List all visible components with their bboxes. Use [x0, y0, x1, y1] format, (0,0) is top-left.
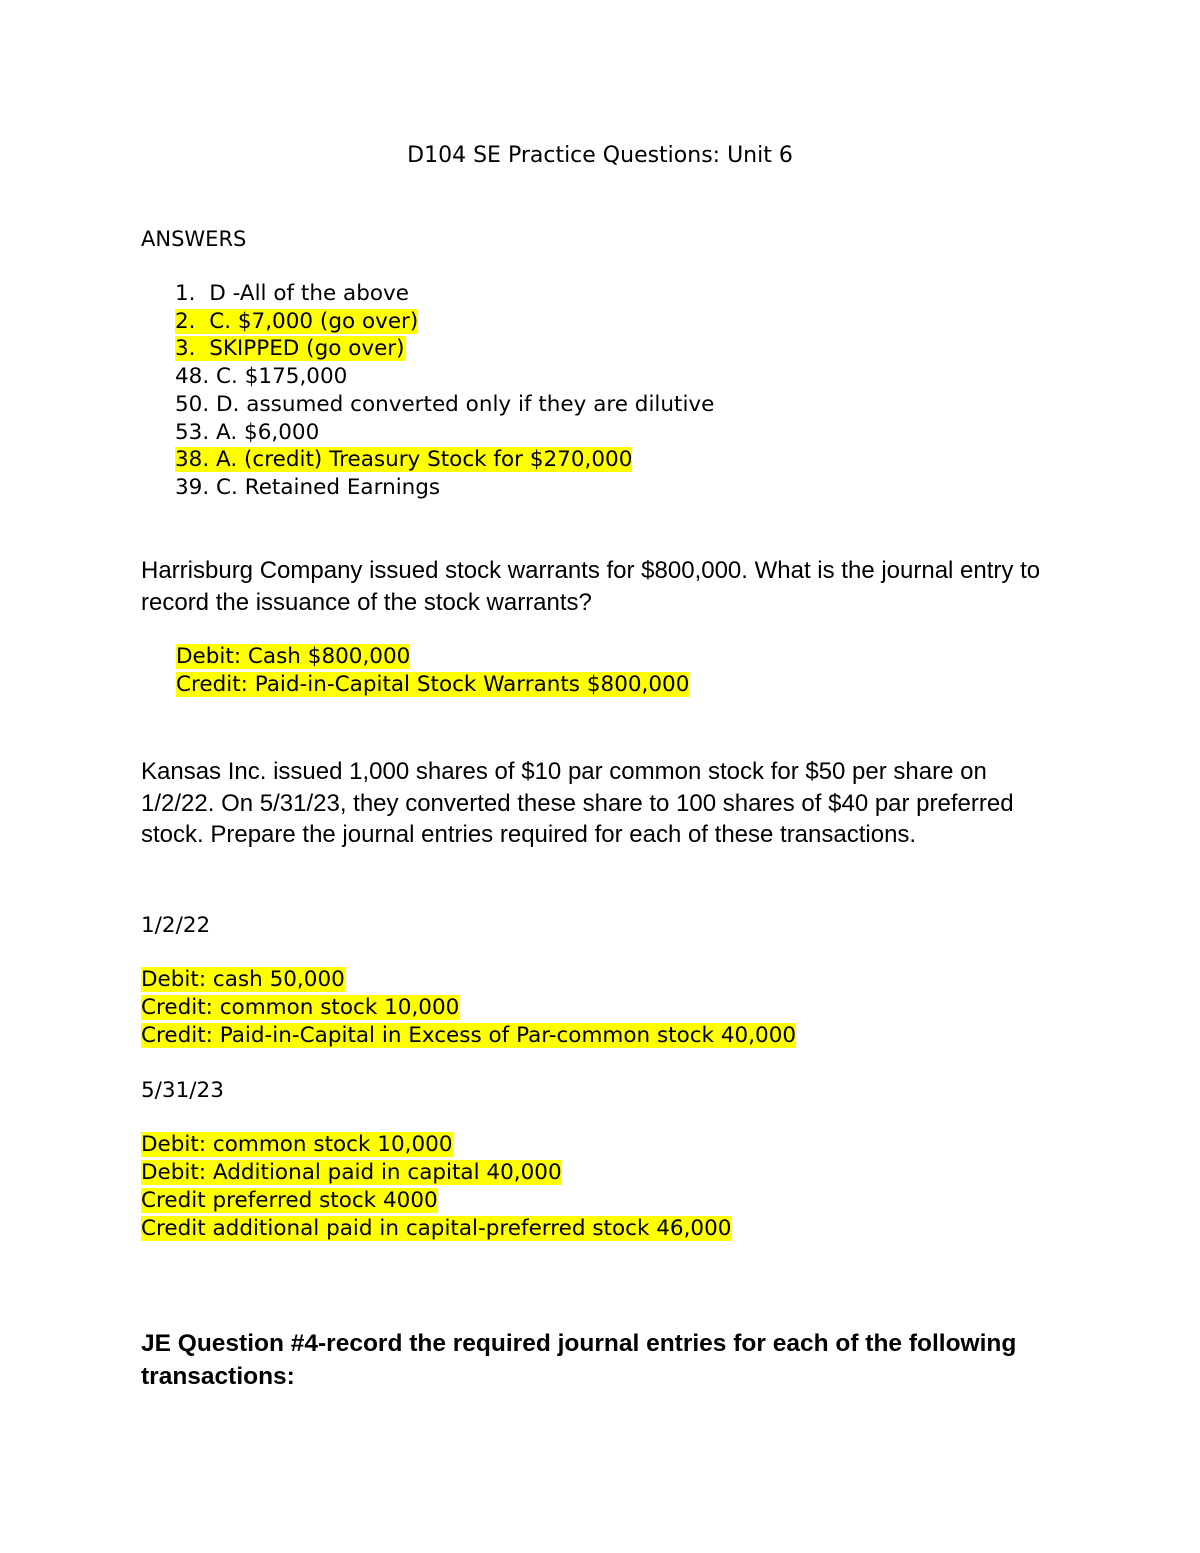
answer-item [175, 419, 714, 447]
answer-text: A. (credit) Treasury Stock for $270,000 [216, 447, 633, 473]
harrisburg-question: Harrisburg Company issued stock warrants for $800,000. What is the journal entry to record the issuance of the stock warrants? [141, 557, 1041, 616]
answer-number: 1. [175, 281, 196, 306]
answer-number: 3. [175, 336, 196, 362]
entry-line: Credit: common stock 10,000 [141, 995, 460, 1020]
answer-text: D. assumed converted only if they are dilutive [216, 391, 715, 417]
kansas-journal-entry-1 [141, 966, 796, 1050]
answer-number: 38. [175, 447, 210, 473]
answer-text: C. $175,000 [216, 364, 348, 390]
kansas-question: Kansas Inc. issued 1,000 shares of $10 par common stock for $50 per share on 1/2/22. On 5/31/23, they converted these share to 100 shares of $40 par preferred stock. Prepare the journal entries required for each of these transactions. [141, 758, 1014, 848]
answer-item [175, 308, 714, 336]
answer-item [175, 474, 714, 502]
entry-line: Debit: common stock 10,000 [141, 1132, 453, 1157]
answer-number: 53. [175, 419, 210, 445]
answer-item [175, 363, 714, 391]
answer-text: SKIPPED (go over) [209, 336, 405, 362]
answer-text: A. $6,000 [216, 419, 320, 445]
entry-line: Credit preferred stock 4000 [141, 1188, 438, 1213]
answer-text: C. Retained Earnings [216, 474, 441, 500]
entry-line: Debit: Cash $800,000 [176, 644, 411, 669]
answer-number: 39. [175, 474, 210, 500]
harrisburg-journal-entry [176, 643, 689, 699]
date-label: 1/2/22 [141, 913, 211, 938]
date-label: 5/31/23 [141, 1078, 224, 1103]
page-title: D104 SE Practice Questions: Unit 6 [407, 143, 793, 168]
answer-number: 2. [175, 308, 196, 334]
entry-line: Debit: cash 50,000 [141, 967, 345, 992]
entry-line: Credit: Paid-in-Capital in Excess of Par-common stock 40,000 [141, 1023, 797, 1048]
answer-item [175, 446, 714, 474]
entry-line: Debit: Additional paid in capital 40,000 [141, 1160, 562, 1185]
entry-line: Credit additional paid in capital-preferred stock 46,000 [141, 1216, 732, 1241]
answer-number: 48. [175, 364, 210, 390]
kansas-journal-entry-2 [141, 1131, 731, 1243]
answer-text: D -All of the above [209, 281, 409, 306]
answer-item [175, 391, 714, 419]
entry-line: Credit: Paid-in-Capital Stock Warrants $800,000 [176, 672, 690, 697]
answer-item [175, 280, 714, 308]
answers-list [175, 280, 714, 502]
answer-number: 50. [175, 391, 210, 417]
answer-text: C. $7,000 (go over) [209, 308, 419, 334]
answers-heading: ANSWERS [141, 227, 247, 251]
answer-item [175, 335, 714, 363]
je-question-heading: JE Question #4-record the required journal entries for each of the following transactions: [141, 1330, 1017, 1390]
